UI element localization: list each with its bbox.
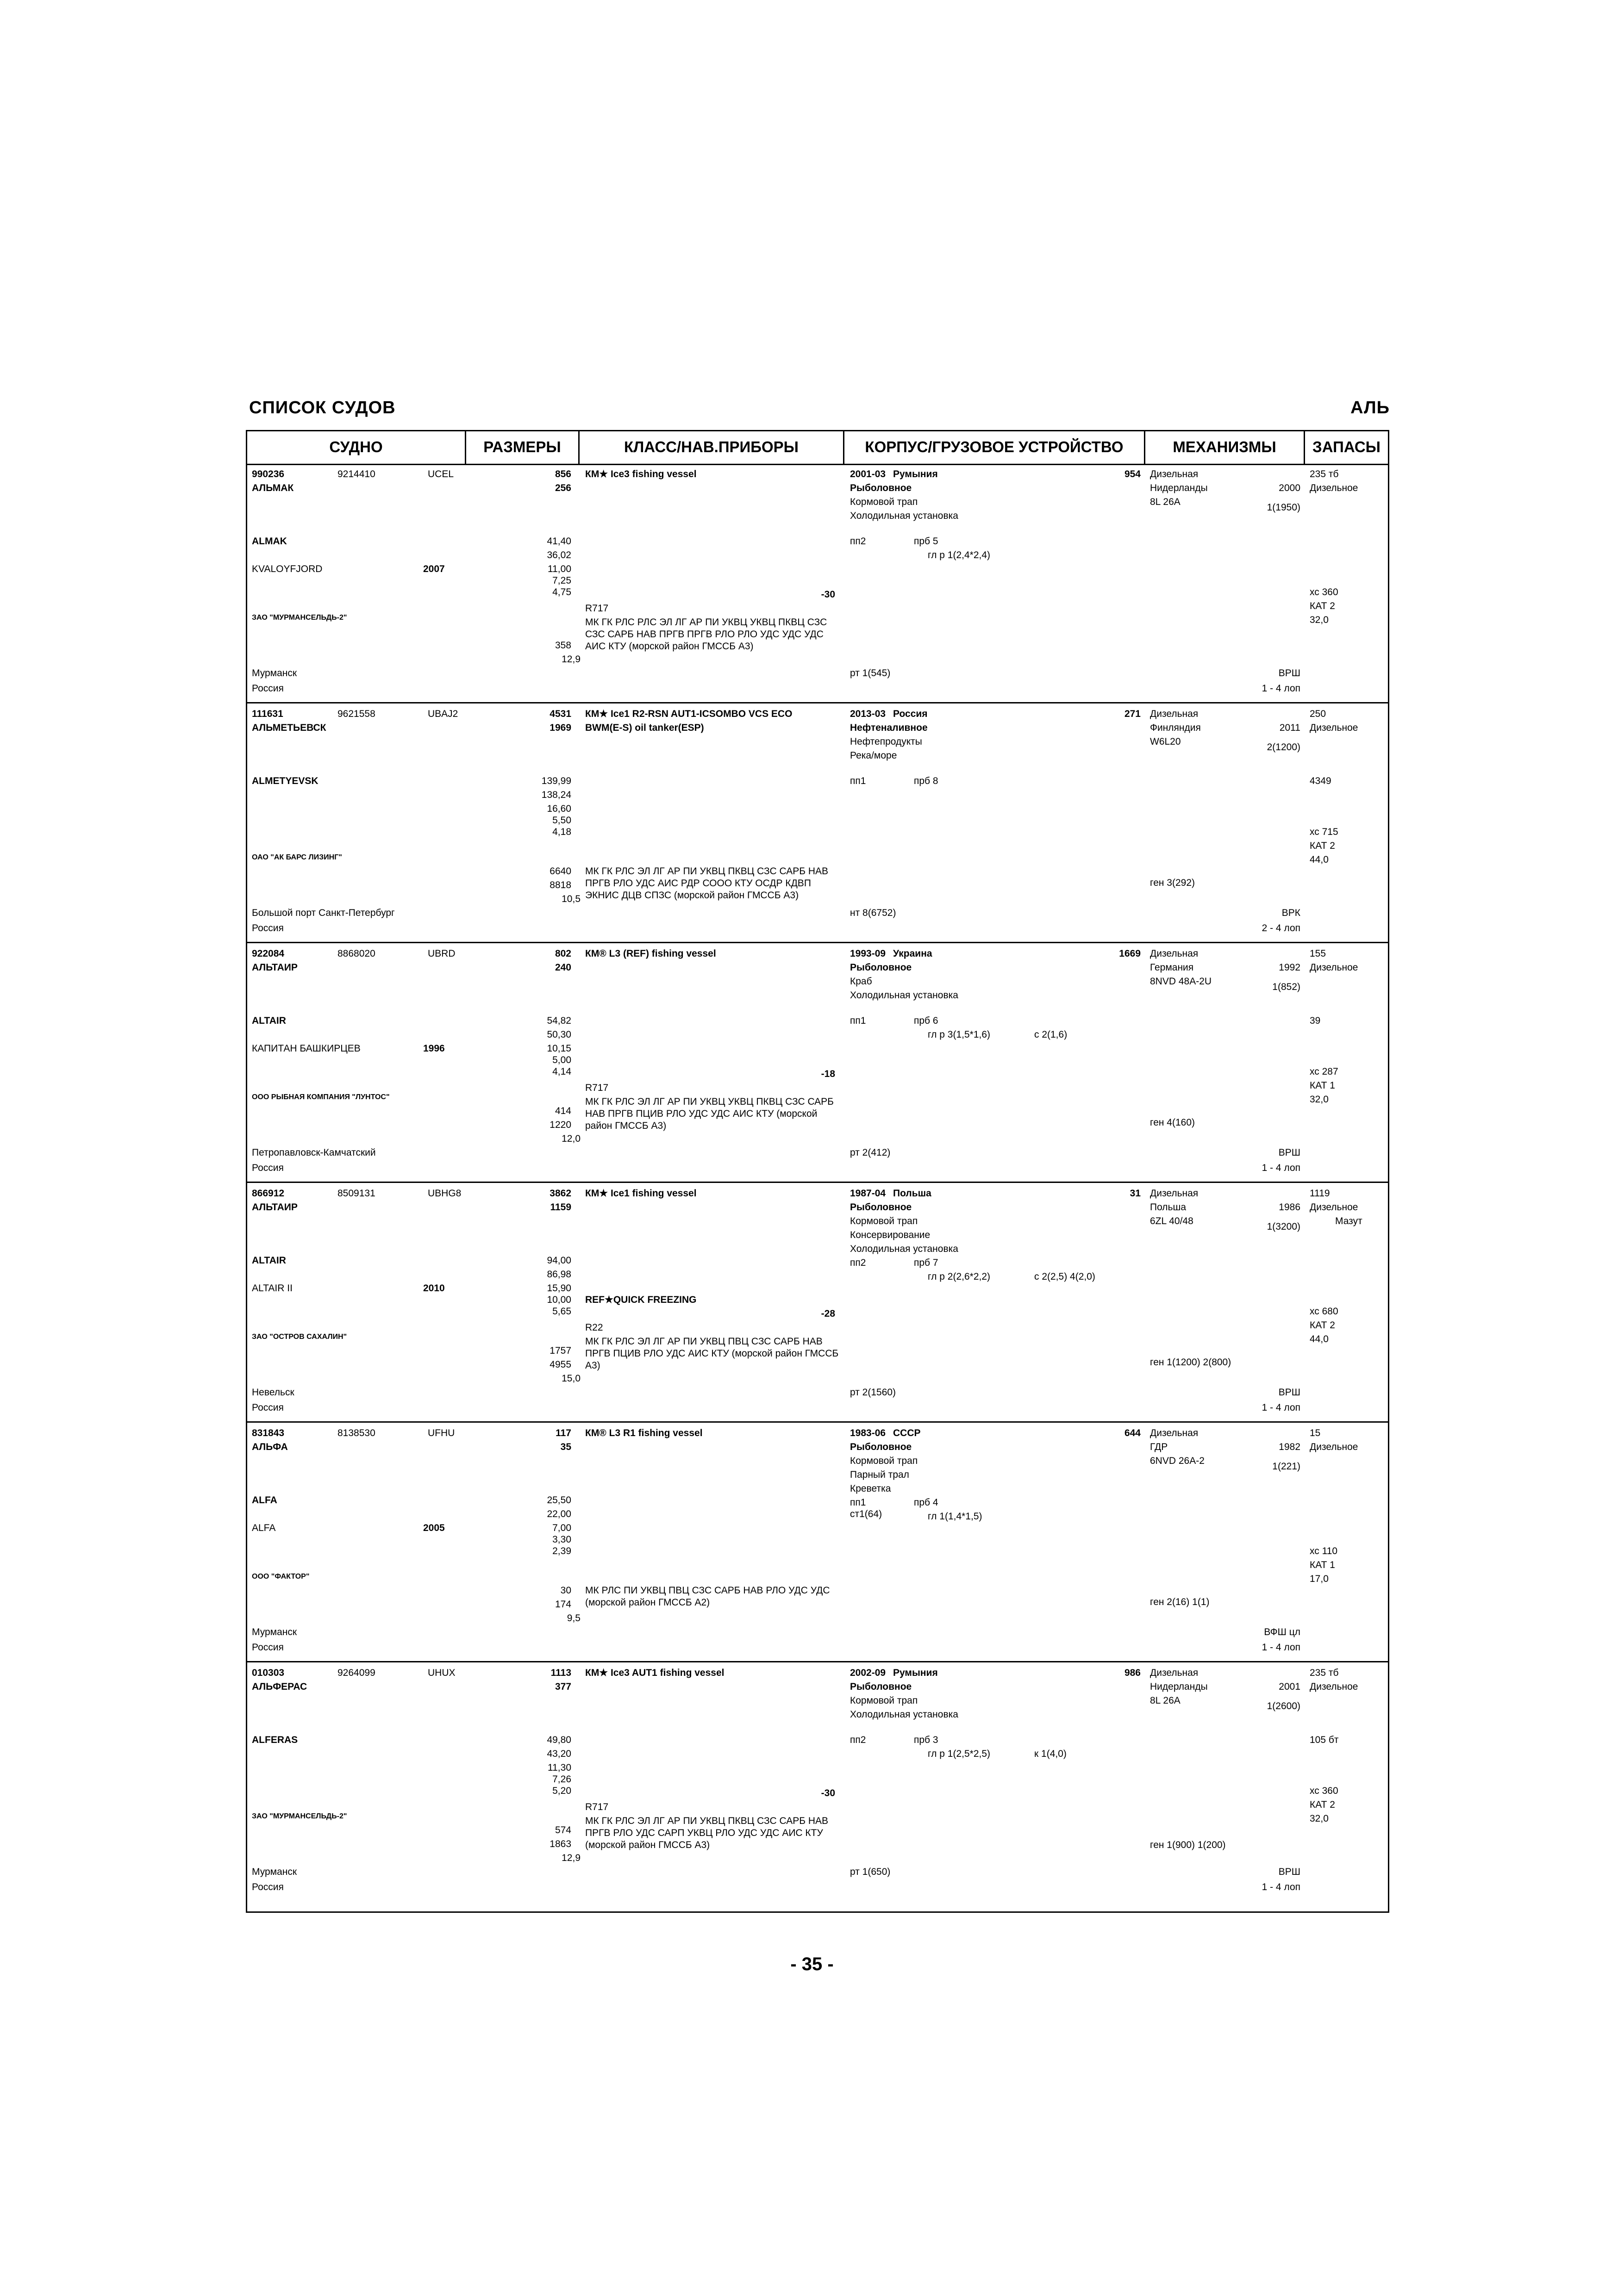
- engine-model: 8L 26A: [1150, 497, 1181, 507]
- dimension-value: 22,00: [547, 1509, 571, 1519]
- home-port: Мурманск: [252, 1867, 297, 1877]
- deck-count: пп2: [850, 536, 866, 547]
- hull-feature: Краб: [850, 976, 872, 987]
- build-date: 1983-06: [850, 1428, 886, 1438]
- dimension-value: 138,24: [541, 790, 571, 800]
- class-notation-extra: REF★QUICK FREEZING: [585, 1294, 697, 1305]
- imo-number: 8868020: [337, 948, 375, 959]
- refrigeration-capacity: хс 360: [1310, 1786, 1338, 1796]
- build-country: Польша: [893, 1188, 931, 1199]
- hull-number: 31: [1130, 1188, 1141, 1199]
- call-sign: UBAJ2: [428, 709, 458, 719]
- dimension-value: 1159: [550, 1202, 571, 1213]
- class-notation-extra: BWM(E-S) oil tanker(ESP): [585, 722, 704, 733]
- fuel-type: Дизельное: [1310, 1442, 1358, 1452]
- vessel-name: АЛЬФА: [252, 1442, 288, 1452]
- propeller-type: ВРШ: [1278, 1387, 1300, 1398]
- dimension-value: 11,00: [548, 564, 571, 574]
- dimension-value: 9,5: [567, 1613, 581, 1624]
- col-header-dimensions: РАЗМЕРЫ: [466, 431, 580, 464]
- dimension-value: 10,5: [562, 894, 581, 904]
- navigation-equipment: МК ГК РЛС ЭЛ ЛГ АР ПИ УКВЦ ПКВЦ СЗС САРБ НАВ ПРГВ РЛО УДС АИС РДР СООО КТУ ОСДР КДВП ЭКНИС ДЦВ СПЗС (морской район ГМССБ А3): [585, 866, 829, 901]
- refrigerant: R22: [585, 1322, 603, 1333]
- vessel-record: [247, 1661, 1388, 1901]
- owner-name: ЗАО "ОСТРОВ САХАЛИН": [252, 1333, 347, 1341]
- refrigeration-temperature: -30: [821, 1788, 835, 1798]
- vessel-record: [247, 464, 1388, 703]
- dimension-value: 2,39: [552, 1546, 571, 1556]
- home-port: Петропавловск-Камчатский: [252, 1147, 376, 1158]
- engine-country: Финляндия: [1150, 722, 1201, 733]
- refrigerant: R717: [585, 603, 609, 614]
- flag-state: Россия: [252, 1402, 284, 1413]
- engine-power: 1(2600): [1267, 1701, 1300, 1711]
- refrigerant: R717: [585, 1083, 609, 1093]
- hull-feature: Холодильная установка: [850, 1244, 958, 1254]
- call-sign: UBRD: [428, 948, 456, 959]
- vessel-record: [247, 1182, 1388, 1421]
- hull-feature: Холодильная установка: [850, 990, 958, 1001]
- fuel-type: Дизельное: [1310, 1681, 1358, 1692]
- vessel-latin-name: ALMAK: [252, 536, 287, 547]
- dimension-value: 35: [560, 1442, 571, 1452]
- dimension-value: 5,50: [552, 815, 571, 826]
- category-value: 32,0: [1310, 1094, 1329, 1105]
- category: КАТ 1: [1310, 1080, 1335, 1091]
- dimension-value: 15,0: [562, 1373, 581, 1384]
- engine-year: 1982: [1279, 1442, 1300, 1452]
- dimension-value: 4955: [550, 1359, 571, 1370]
- dimension-value: 43,20: [547, 1748, 571, 1759]
- refrigeration-temperature: -28: [821, 1308, 835, 1319]
- hull-feature: Креветка: [850, 1483, 891, 1494]
- col-header-machinery: МЕХАНИЗМЫ: [1145, 431, 1305, 464]
- dimension-value: 94,00: [547, 1255, 571, 1266]
- engine-country: ГДР: [1150, 1442, 1168, 1452]
- dimension-value: 240: [555, 962, 571, 973]
- imo-number: 8138530: [337, 1428, 375, 1438]
- category: КАТ 2: [1310, 840, 1335, 851]
- dimension-value: 25,50: [547, 1495, 571, 1506]
- cargo-gear: гл 1(1,4*1,5): [928, 1511, 982, 1522]
- vessel-latin-name: ALMETYEVSK: [252, 776, 319, 786]
- fuel-type: Дизельное: [1310, 962, 1358, 973]
- call-sign: UCEL: [428, 469, 454, 479]
- engine-year: 1992: [1279, 962, 1300, 973]
- cargo-gear: гл р 1(2,5*2,5): [928, 1748, 991, 1759]
- registry-number: 831843: [252, 1428, 285, 1438]
- engine-power: 1(3200): [1267, 1221, 1300, 1232]
- class-notation: КМ★ Ice3 AUT1 fishing vessel: [585, 1668, 725, 1678]
- build-country: Румыния: [893, 469, 938, 479]
- cargo-volume: нт 8(6752): [850, 908, 896, 918]
- engine-country: Нидерланды: [1150, 483, 1208, 493]
- build-date: 1993-09: [850, 948, 886, 959]
- dimension-value: 50,30: [547, 1029, 571, 1040]
- page-title: СПИСОК СУДОВ: [249, 398, 396, 417]
- dimension-value: 7,26: [552, 1774, 571, 1785]
- dimension-value: 7,00: [552, 1523, 571, 1533]
- vessel-type: Нефтеналивное: [850, 722, 928, 733]
- dimension-value: 256: [555, 483, 571, 493]
- navigation-equipment: МК ГК РЛС ЭЛ ЛГ АР ПИ УКВЦ УКВЦ ПКВЦ СЗС САРБ НАВ ПРГВ ПЦИВ РЛО УДС УДС АИС КТУ (морской район ГМССБ А3): [585, 1096, 834, 1131]
- vessel-type: Рыболовное: [850, 962, 912, 973]
- col-header-hull: КОРПУС/ГРУЗОВОЕ УСТРОЙСТВО: [844, 431, 1145, 464]
- vessel-name: АЛЬТАИР: [252, 1202, 298, 1213]
- refrigeration-capacity: хс 287: [1310, 1066, 1338, 1077]
- vessel-type: Рыболовное: [850, 1442, 912, 1452]
- supply-extra: 105 бт: [1310, 1735, 1339, 1745]
- propeller-blades: 2 - 4 лоп: [1262, 923, 1300, 933]
- dimension-value: 10,15: [547, 1043, 571, 1054]
- build-country: Украина: [893, 948, 932, 959]
- vessel-latin-name: ALFERAS: [252, 1735, 298, 1745]
- propeller-type: ВРШ: [1278, 668, 1300, 678]
- cargo-gear-extra: с 2(1,6): [1034, 1029, 1068, 1040]
- deck-count: пп2: [850, 1735, 866, 1745]
- vessel-record: [247, 942, 1388, 1182]
- dimension-value: 5,65: [552, 1306, 571, 1317]
- generators: ген 1(1200) 2(800): [1150, 1357, 1231, 1368]
- fuel-capacity: 250: [1310, 709, 1326, 719]
- category: КАТ 1: [1310, 1560, 1335, 1570]
- dimension-value: 574: [555, 1825, 571, 1836]
- engine-country: Германия: [1150, 962, 1194, 973]
- fuel-type-secondary: Мазут: [1335, 1216, 1362, 1226]
- build-date: 2001-03: [850, 469, 886, 479]
- cargo-gear: гл р 1(2,4*2,4): [928, 550, 991, 560]
- class-notation: КМ® L3 R1 fishing vessel: [585, 1428, 703, 1438]
- vessel-record: [247, 1421, 1388, 1661]
- engine-model: 6NVD 26A-2: [1150, 1456, 1205, 1466]
- cargo-gear-extra: к 1(4,0): [1034, 1748, 1067, 1759]
- fuel-type: Дизельное: [1310, 722, 1358, 733]
- dimension-value: 856: [555, 469, 571, 479]
- category: КАТ 2: [1310, 601, 1335, 611]
- dimension-value: 12,9: [562, 654, 581, 665]
- dimension-value: 802: [555, 948, 571, 959]
- build-country: СССР: [893, 1428, 921, 1438]
- generators: ген 1(900) 1(200): [1150, 1840, 1226, 1850]
- engine-country: Нидерланды: [1150, 1681, 1208, 1692]
- build-country: Россия: [893, 709, 928, 719]
- hold-count: прб 8: [914, 776, 938, 786]
- class-notation: КМ★ Ice1 fishing vessel: [585, 1188, 697, 1199]
- hull-feature: Холодильная установка: [850, 510, 958, 521]
- cargo-gear: гл р 3(1,5*1,6): [928, 1029, 991, 1040]
- former-name-year: 1996: [423, 1043, 445, 1054]
- dimension-value: 30: [560, 1585, 571, 1596]
- cargo-volume: рт 2(1560): [850, 1387, 896, 1398]
- category-value: 17,0: [1310, 1574, 1329, 1584]
- hull-number: 1669: [1119, 948, 1141, 959]
- flag-state: Россия: [252, 1882, 284, 1892]
- build-country: Румыния: [893, 1668, 938, 1678]
- dimension-value: 4531: [550, 709, 571, 719]
- vessel-latin-name: ALTAIR: [252, 1255, 286, 1266]
- dimension-value: 3,30: [552, 1534, 571, 1545]
- cargo-gear: гл р 2(2,6*2,2): [928, 1271, 991, 1282]
- refrigerant: R717: [585, 1802, 609, 1812]
- vessel-name: АЛЬФЕРАС: [252, 1681, 307, 1692]
- registry-number: 922084: [252, 948, 285, 959]
- cargo-gear-extra: с 2(2,5) 4(2,0): [1034, 1271, 1095, 1282]
- propeller-blades: 1 - 4 лоп: [1262, 1402, 1300, 1413]
- hull-number: 986: [1124, 1668, 1141, 1678]
- vessel-type: Рыболовное: [850, 1202, 912, 1213]
- dimension-value: 3862: [550, 1188, 571, 1199]
- home-port: Мурманск: [252, 668, 297, 678]
- engine-country: Польша: [1150, 1202, 1187, 1213]
- hull-feature: Кормовой трап: [850, 497, 918, 507]
- category-value: 44,0: [1310, 1334, 1329, 1344]
- col-header-class: КЛАСС/НАВ.ПРИБОРЫ: [580, 431, 844, 464]
- refrigeration-capacity: хс 680: [1310, 1306, 1338, 1317]
- dimension-value: 6640: [550, 866, 571, 877]
- dimension-value: 11,30: [548, 1762, 571, 1773]
- engine-model: 8L 26A: [1150, 1695, 1181, 1706]
- propeller-blades: 1 - 4 лоп: [1262, 1163, 1300, 1173]
- call-sign: UHUX: [428, 1668, 456, 1678]
- engine-model: W6L20: [1150, 736, 1181, 747]
- navigation-equipment: МК РЛС ПИ УКВЦ ПВЦ СЗС САРБ НАВ РЛО УДС УДС (морской район ГМССБ А2): [585, 1585, 830, 1608]
- registry-number: 990236: [252, 469, 285, 479]
- supply-extra: 39: [1310, 1015, 1321, 1026]
- class-notation: КМ★ Ice3 fishing vessel: [585, 469, 697, 479]
- propeller-type: ВРК: [1281, 908, 1300, 918]
- navigation-equipment: МК ГК РЛС ЭЛ ЛГ АР ПИ УКВЦ ПКВЦ СЗС САРБ НАВ ПРГВ РЛО УДС САРП УКВЦ РЛО УДС УДС АИС КТУ (морской район ГМССБ А3): [585, 1816, 829, 1850]
- hull-feature: Нефтепродукты: [850, 736, 922, 747]
- former-name: KVALOYFJORD: [252, 564, 323, 574]
- cargo-volume: ст1(64): [850, 1509, 882, 1519]
- col-header-vessel: СУДНО: [247, 431, 466, 464]
- hull-feature: Консервирование: [850, 1230, 931, 1240]
- hull-feature: Кормовой трап: [850, 1695, 918, 1706]
- deck-count: пп1: [850, 1015, 866, 1026]
- engine-power: 1(1950): [1267, 502, 1300, 513]
- dimension-value: 16,60: [547, 803, 571, 814]
- dimension-value: 1757: [550, 1345, 571, 1356]
- dimension-value: 377: [555, 1681, 571, 1692]
- engine-type: Дизельная: [1150, 709, 1199, 719]
- owner-name: ЗАО "МУРМАНСЕЛЬДЬ-2": [252, 614, 347, 622]
- dimension-value: 4,18: [552, 827, 571, 837]
- hold-count: прб 5: [914, 536, 938, 547]
- engine-power: 2(1200): [1267, 742, 1300, 753]
- engine-type: Дизельная: [1150, 1428, 1199, 1438]
- generators: ген 3(292): [1150, 877, 1195, 888]
- dimension-value: 86,98: [547, 1269, 571, 1280]
- hold-count: прб 7: [914, 1257, 938, 1268]
- engine-type: Дизельная: [1150, 469, 1199, 479]
- generators: ген 4(160): [1150, 1117, 1195, 1128]
- deck-count: пп2: [850, 1257, 866, 1268]
- call-sign: UBHG8: [428, 1188, 462, 1199]
- dimension-value: 54,82: [547, 1015, 571, 1026]
- vessel-type: Рыболовное: [850, 483, 912, 493]
- fuel-capacity: 155: [1310, 948, 1326, 959]
- refrigeration-capacity: хс 715: [1310, 827, 1338, 837]
- dimension-value: 414: [555, 1106, 571, 1116]
- fuel-capacity: 1119: [1310, 1188, 1330, 1199]
- former-name: ALTAIR II: [252, 1283, 293, 1294]
- dimension-value: 5,20: [552, 1786, 571, 1796]
- engine-year: 2001: [1279, 1681, 1300, 1692]
- vessel-latin-name: ALFA: [252, 1495, 277, 1506]
- imo-number: 9214410: [337, 469, 375, 479]
- fuel-type: Дизельное: [1310, 483, 1358, 493]
- registry-number: 866912: [252, 1188, 285, 1199]
- dimension-value: 36,02: [547, 550, 571, 560]
- dimension-value: 117: [556, 1428, 571, 1438]
- flag-state: Россия: [252, 683, 284, 694]
- former-name: ALFA: [252, 1523, 276, 1533]
- refrigeration-capacity: хс 110: [1310, 1546, 1338, 1556]
- refrigeration-temperature: -30: [821, 589, 835, 600]
- category-value: 32,0: [1310, 615, 1329, 625]
- dimension-value: 358: [555, 640, 571, 651]
- former-name: КАПИТАН БАШКИРЦЕВ: [252, 1043, 361, 1054]
- owner-name: ООО РЫБНАЯ КОМПАНИЯ "ЛУНТОС": [252, 1093, 390, 1101]
- call-sign: UFHU: [428, 1428, 455, 1438]
- engine-year: 2011: [1279, 722, 1300, 733]
- dimension-value: 1969: [550, 722, 571, 733]
- hull-feature: Холодильная установка: [850, 1709, 958, 1720]
- build-date: 2013-03: [850, 709, 886, 719]
- cargo-volume: рт 2(412): [850, 1147, 891, 1158]
- cargo-volume: рт 1(650): [850, 1867, 891, 1877]
- hull-feature: Кормовой трап: [850, 1456, 918, 1466]
- deck-count: пп1: [850, 776, 866, 786]
- dimension-value: 4,14: [552, 1066, 571, 1077]
- fuel-capacity: 15: [1310, 1428, 1321, 1438]
- engine-year: 2000: [1279, 483, 1300, 493]
- vessel-record: [247, 702, 1388, 942]
- hull-number: 954: [1124, 469, 1141, 479]
- dimension-value: 5,00: [552, 1055, 571, 1065]
- vessel-table: [246, 430, 1389, 1913]
- hold-count: прб 6: [914, 1015, 938, 1026]
- registry-number: 010303: [252, 1668, 285, 1678]
- dimension-value: 1220: [550, 1120, 571, 1130]
- owner-name: ЗАО "МУРМАНСЕЛЬДЬ-2": [252, 1812, 347, 1820]
- hull-feature: Парный трал: [850, 1469, 909, 1480]
- registry-number: 111631: [252, 709, 283, 719]
- fuel-capacity: 235 тб: [1310, 1668, 1339, 1678]
- propeller-blades: 1 - 4 лоп: [1262, 683, 1300, 694]
- class-notation: КМ★ Ice1 R2-RSN AUT1-ICSOMBO VCS ECO: [585, 709, 793, 719]
- engine-model: 8NVD 48A-2U: [1150, 976, 1212, 987]
- imo-number: 9621558: [337, 709, 375, 719]
- engine-type: Дизельная: [1150, 1188, 1199, 1199]
- refrigeration-temperature: -18: [821, 1069, 835, 1079]
- hull-feature: Кормовой трап: [850, 1216, 918, 1226]
- imo-number: 9264099: [337, 1668, 375, 1678]
- vessel-name: АЛЬТАИР: [252, 962, 298, 973]
- engine-power: 1(852): [1272, 982, 1300, 992]
- owner-name: ООО "ФАКТОР": [252, 1573, 310, 1580]
- home-port: Невельск: [252, 1387, 294, 1398]
- section-label: АЛЬ: [1350, 398, 1390, 417]
- former-name-year: 2010: [423, 1283, 445, 1294]
- class-notation: КМ® L3 (REF) fishing vessel: [585, 948, 716, 959]
- dimension-value: 10,00: [547, 1294, 571, 1305]
- propeller-blades: 1 - 4 лоп: [1262, 1882, 1300, 1892]
- dimension-value: 12,0: [562, 1133, 581, 1144]
- home-port: Большой порт Санкт-Петербург: [252, 908, 395, 918]
- refrigeration-capacity: хс 360: [1310, 587, 1338, 597]
- category-value: 44,0: [1310, 854, 1329, 865]
- engine-type: Дизельная: [1150, 948, 1199, 959]
- vessel-type: Рыболовное: [850, 1681, 912, 1692]
- engine-power: 1(221): [1272, 1461, 1300, 1472]
- former-name-year: 2007: [423, 564, 445, 574]
- navigation-equipment: МК ГК РЛС ЭЛ ЛГ АР ПИ УКВЦ ПВЦ СЗС САРБ НАВ ПРГВ ПЦИВ РЛО УДС АИС КТУ (морской район ГМССБ А3): [585, 1336, 839, 1371]
- fuel-type: Дизельное: [1310, 1202, 1358, 1213]
- dimension-value: 1863: [550, 1839, 571, 1849]
- engine-year: 1986: [1279, 1202, 1300, 1213]
- flag-state: Россия: [252, 923, 284, 933]
- dimension-value: 49,80: [547, 1735, 571, 1745]
- dimension-value: 174: [555, 1599, 571, 1610]
- flag-state: Россия: [252, 1642, 284, 1653]
- col-header-supplies: ЗАПАСЫ: [1312, 438, 1380, 455]
- vessel-name: АЛЬМАК: [252, 483, 294, 493]
- dimension-value: 1113: [550, 1668, 571, 1678]
- hold-count: прб 4: [914, 1497, 938, 1508]
- category-value: 32,0: [1310, 1813, 1329, 1824]
- hull-number: 644: [1124, 1428, 1141, 1438]
- engine-model: 6ZL 40/48: [1150, 1216, 1193, 1226]
- propeller-type: ВРШ: [1278, 1147, 1300, 1158]
- engine-type: Дизельная: [1150, 1668, 1199, 1678]
- vessel-name: АЛЬМЕТЬЕВСК: [252, 722, 326, 733]
- build-date: 2002-09: [850, 1668, 886, 1678]
- hold-count: прб 3: [914, 1735, 938, 1745]
- build-date: 1987-04: [850, 1188, 886, 1199]
- imo-number: 8509131: [337, 1188, 375, 1199]
- cargo-volume: рт 1(545): [850, 668, 891, 678]
- dimension-value: 7,25: [552, 575, 571, 586]
- propeller-type: ВРШ: [1278, 1867, 1300, 1877]
- dimension-value: 41,40: [547, 536, 571, 547]
- owner-name: ОАО "АК БАРС ЛИЗИНГ": [252, 853, 342, 861]
- generators: ген 2(16) 1(1): [1150, 1597, 1210, 1607]
- deck-count: пп1: [850, 1497, 866, 1508]
- vessel-latin-name: ALTAIR: [252, 1015, 286, 1026]
- flag-state: Россия: [252, 1163, 284, 1173]
- hull-number: 271: [1124, 709, 1141, 719]
- dimension-value: 4,75: [552, 587, 571, 597]
- fuel-capacity: 235 тб: [1310, 469, 1339, 479]
- category: КАТ 2: [1310, 1799, 1335, 1810]
- dimension-value: 139,99: [541, 776, 571, 786]
- supply-extra: 4349: [1310, 776, 1331, 786]
- page-number: - 35 -: [790, 1954, 834, 1974]
- dimension-value: 8818: [550, 880, 571, 890]
- category: КАТ 2: [1310, 1320, 1335, 1331]
- hull-feature: Река/море: [850, 750, 897, 761]
- navigation-equipment: МК ГК РЛС РЛС ЭЛ ЛГ АР ПИ УКВЦ УКВЦ ПКВЦ СЗС СЗС САРБ НАВ ПРГВ ПРГВ РЛО РЛО УДС УДС УДС АИС КТУ (морской район ГМССБ А3): [585, 617, 827, 652]
- propeller-type: ВФШ цл: [1264, 1627, 1300, 1637]
- dimension-value: 15,90: [547, 1283, 571, 1294]
- dimension-value: 12,9: [562, 1853, 581, 1863]
- home-port: Мурманск: [252, 1627, 297, 1637]
- propeller-blades: 1 - 4 лоп: [1262, 1642, 1300, 1653]
- former-name-year: 2005: [423, 1523, 445, 1533]
